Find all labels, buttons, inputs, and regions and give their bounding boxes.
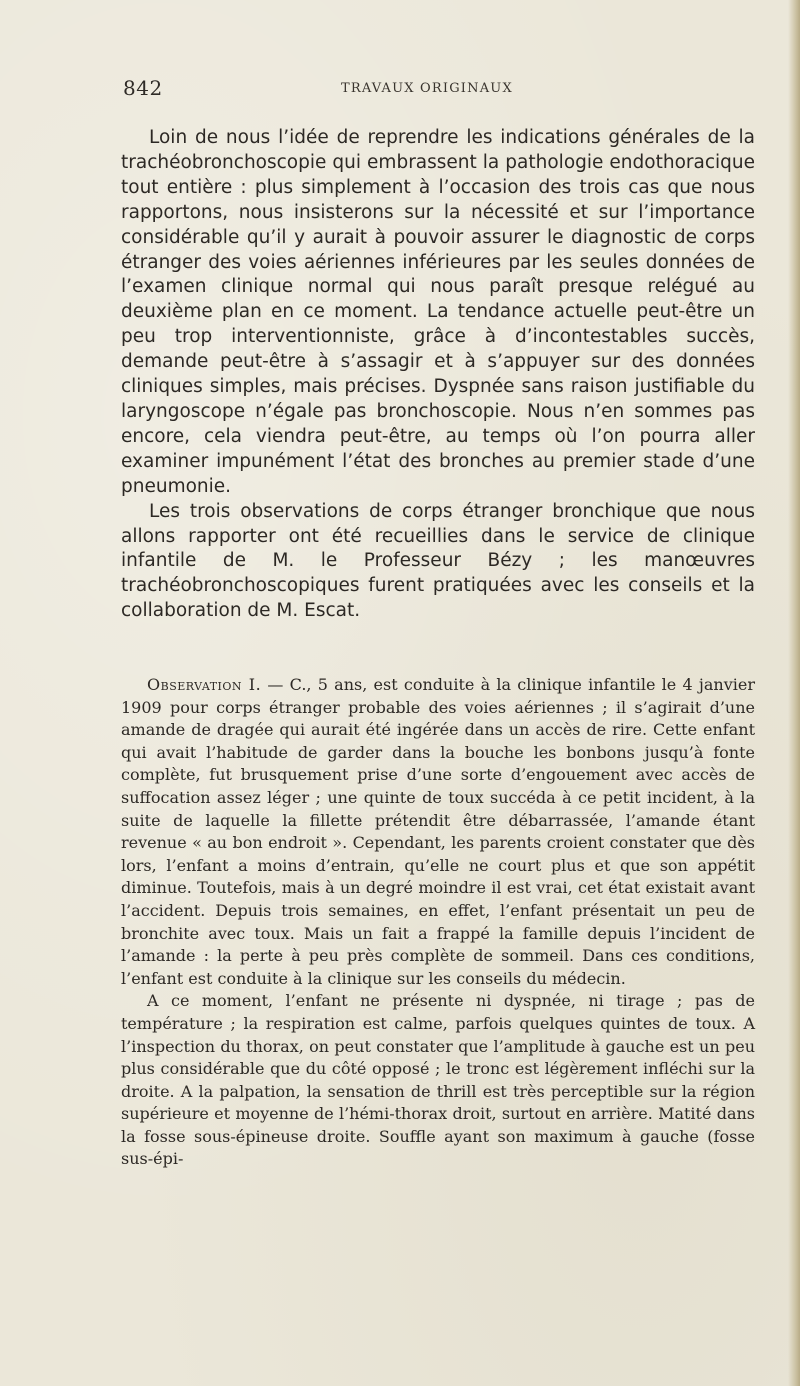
main-text-block xyxy=(121,126,755,624)
paragraph-intro: Loin de nous l’idée de reprendre les indications générales de la trachéobronchoscopie qui embrassent la pathologie endothoracique tout entière : plus simplement à l’occasion des trois cas que nous rapportons, nous insisterons sur la nécessité et sur l’importance considérable qu’il y aurait à pouvoir assurer le diagnostic de corps étranger des voies aériennes inférieures par les seules données de l’examen clinique normal qui nous paraît presque relégué au deuxième plan en ce moment. La tendance actuelle peut-être un peu trop interventionniste, grâce à d’incontestables succès, demande peut-être à s’assagir et à s’appuyer sur des données cliniques simples, mais précises. Dyspnée sans raison justifiable du laryngoscope n’égale pas bronchoscopie. Nous n’en sommes pas encore, cela viendra peut-être, au temps où l’on pourra aller examiner impunément l’état des bronches au premier stade d’une pneumonie. xyxy=(121,127,755,497)
page-number: 842 xyxy=(123,76,163,100)
observation-block xyxy=(121,674,755,1171)
observation-label: Observation I. xyxy=(147,675,262,694)
running-title: TRAVAUX ORIGINAUX xyxy=(341,81,513,96)
observation-paragraph-2: A ce moment, l’enfant ne présente ni dyspnée, ni tirage ; pas de température ; la respiration est calme, parfois quelques quintes de toux. A l’inspection du thorax, on peut constater que l’amplitude à gauche est un peu plus considérable que du côté opposé ; le tronc est légèrement infléchi sur la droite. A la palpation, la sensation de thrill est très perceptible sur la région supérieure et moyenne de l’hémi-thorax droit, surtout en arrière. Matité dans la fosse sous-épineuse droite. Souffle ayant son maximum à gauche (fosse sus-épi- xyxy=(121,991,755,1169)
page-edge-shadow xyxy=(788,0,800,1386)
observation-paragraph-1 xyxy=(121,674,755,990)
paragraph-observations-intro: Les trois observations de corps étranger bronchique que nous allons rapporter ont été recueillies dans le service de clinique infantile de M. le Professeur Bézy ; les manœuvres trachéobronchoscopiques furent pratiquées avec les conseils et la collaboration de M. Escat. xyxy=(121,500,755,622)
page-header xyxy=(123,76,763,104)
observation-text-1: — C., 5 ans, est conduite à la clinique infantile le 4 janvier 1909 pour corps étranger probable des voies aériennes ; il s’agirait d’une amande de dragée qui aurait été ingérée dans un accès de rire. Cette enfant qui avait l’habitude de garder dans la bouche les bonbons jusqu’à fonte complète, fut brusquement prise d’une sorte d’engouement avec accès de suffocation assez léger ; une quinte de toux succéda à ce petit incident, à la suite de laquelle la fillette prétendit être débarrassée, l’amande étant revenue « au bon endroit ». Cependant, les parents croient constater que dès lors, l’enfant a moins d’entrain, qu’elle ne court plus et que son appétit diminue. Toutefois, mais à un degré moindre il est vrai, cet état existait avant l’accident. Depuis trois semaines, en effet, l’enfant présentait un peu de bronchite avec toux. Mais un fait a frappé la famille depuis l’incident de l’amande : la perte à peu près complète de sommeil. Dans ces conditions, l’enfant est conduite à la clinique sur les conseils du médecin. xyxy=(121,675,756,988)
